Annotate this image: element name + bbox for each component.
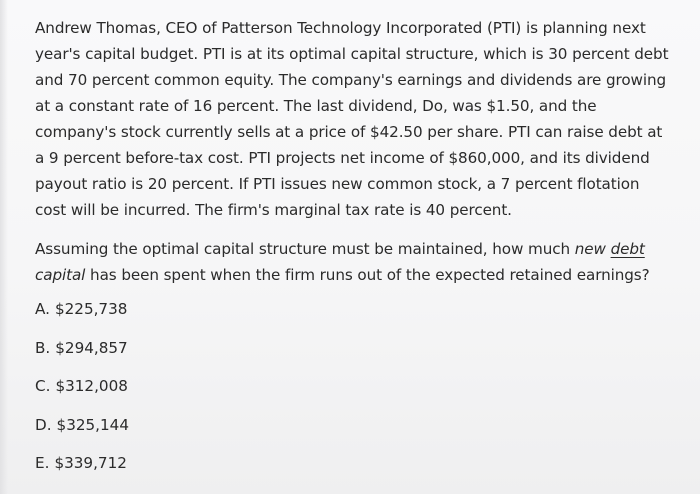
problem-statement: Andrew Thomas, CEO of Patterson Technology Incorporated (PTI) is planning next year's capital budget. PTI is at its optimal capital structure, which is 30 percent debt and 70 percent common equity. The company's earnings and dividends are growing at a constant rate of 16 percent. The last dividend, Do, was $1.50, and the company's stock currently sells at a price of $42.50 per share. PTI can raise debt at a 9 percent before-tax cost. PTI projects net income of $860,000, and its dividend payout ratio is 20 percent. If PTI issues new common stock, a 7 percent flotation cost will be incurred. The firm's marginal tax rate is 40 percent.	[35, 19, 669, 219]
choice-letter: B.	[35, 338, 51, 357]
question-text-end: has been spent when the firm runs out of the expected retained earnings?	[85, 266, 650, 284]
choice-e[interactable]	[35, 450, 675, 489]
question-card	[35, 15, 675, 489]
choice-letter: C.	[35, 377, 51, 395]
choice-letter: E.	[35, 454, 50, 472]
choice-d[interactable]	[35, 412, 675, 451]
choice-value: $294,857	[55, 338, 128, 357]
choice-letter: D.	[35, 415, 52, 434]
question-emphasis-capital: capital	[35, 266, 86, 284]
choice-value: $312,008	[55, 377, 128, 395]
choice-value: $225,738	[54, 300, 128, 318]
question-emphasis-new: new	[574, 240, 606, 258]
question-emphasis-debt: debt	[610, 240, 645, 258]
question-prompt	[35, 236, 675, 288]
choice-b[interactable]	[35, 335, 675, 374]
choice-a[interactable]	[35, 296, 675, 335]
question-text-start: Assuming the optimal capital structure must be maintained, how much	[35, 240, 575, 258]
choice-letter: A.	[35, 300, 50, 318]
choice-c[interactable]	[35, 373, 675, 412]
choice-value: $325,144	[56, 415, 129, 434]
choice-value: $339,712	[54, 454, 127, 472]
answer-choices	[35, 296, 675, 489]
left-edge-shadow	[0, 0, 8, 494]
